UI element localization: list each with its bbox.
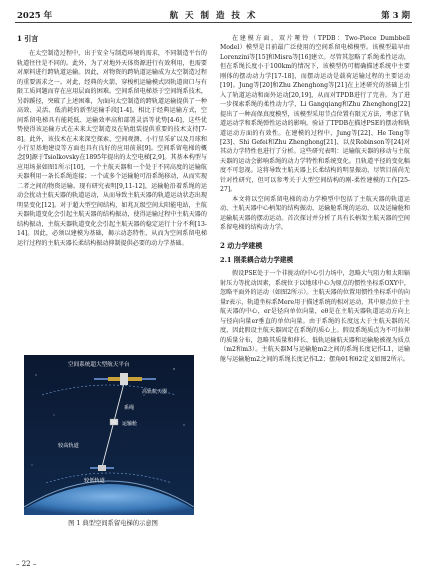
figure-1-caption: 图 1 典型空间系留电梯的示意图 xyxy=(68,520,158,527)
right-column xyxy=(220,34,410,364)
label-tether: 系绳 xyxy=(124,405,135,411)
cargo-icon xyxy=(110,419,118,425)
label-low-orbit: 较低轨道 xyxy=(84,478,105,484)
label-platform: 空间系统超大型航天平台 xyxy=(68,362,130,368)
paragraph: 本文将以空间系留电梯的动力学模型中包括了主航天器的轨道运动、主航天器中心柄架的结构振动、运输舱系绳的运动，以及运输舱和运输航天器的摆动运动。首次探讨并分析了具有长柄架主航天器的空间系留电梯的结构动力学。 xyxy=(220,195,410,232)
label-high-orbit: 高轨航天器 xyxy=(142,389,168,395)
subsection-2-1-title: 2.1 刚柔耦合动力学建模 xyxy=(220,255,294,264)
paragraph: 在建模方面，双片哑铃（TPDB：Two-Piece Dumbbell Model）模型是目前最广泛使用的空间系留电梯模型。该模型最早由Lorenzini等[15]和Misra等[16]建立。尽管其忽略了系绳柔性运动，但在系绳长度小于100km的情况下，该模型仍可精确描述系统中主要刚体的摆动动力学[17-18]，而摆动运动是载荷运输过程的主要运动[19]。Jung等[20]和Zhu Zhenghong等[21]在上述研究的基础上引入了轨道运动和面外运动[20,19]，从而对TPDB进行了完善。为了进一步探索系绳的柔性动力学，Li Gangqiang和Zhu Zhenghong[22]提出了一种高保真度模型，该模型采用节点位置有限元方法，考虑了轨道运动学和系绳弹性运动的影响，验证了TPDB在描述PSE的摆动和轨道运动方面的有效性。在建模的过程中，Jung等[22]、He Teng等[23]、Shi Gefei和Zhu Zhenghong[21]、以及Robinson等[24]对其动力学特性也进行了分析。这些研究表明：运输航天器的移动与主航天器的运动会影响系绳的动力学特性和系统变化。且轨道平径的变化幅度不可忽视。这将导致主航天器上长柔结构的明显振动，尽管目前尚无针对性研究，但可以参考关于大型空间结构的刚-柔性建模的工作[25-27]。 xyxy=(220,35,410,194)
page-number: – 22 – xyxy=(16,560,37,568)
paragraph: 假设PSE处于一个非拢动的中心引力场中，忽略大气阻力和太阳辐射压力等扰动因素，系统位于以地球中心为原点的惯性坐标系OXY中，忽略平面外的运动（如图2所示）。主航天器的位置用惯性坐标系中的向量r表示，轨道坐标系Mere用于描述系统的相对运动，其中原点位于主航天器的中心，er是径向单位向量，eθ是在主航天器轨道运动方向上与径向向量er垂直的单位向量。由于系绳的长度远大于主航天器的尺度，因此假设主航天器固定在系绳的质心上。假设系绳质点为不可拉伸的质量分布，忽略其质量和伸长、低轨运输航天器和运输舱被视为质点（m2和m3）。主航天器M与运输舱m2之间的系绳长度记作L1，运输舱与运输舱m2之间的系绳长度记作L2；摆角θ1和θ2定义如图2所示。 xyxy=(220,270,410,363)
header-journal: 航 天 制 造 技 术 xyxy=(169,11,258,21)
label-cargo: 运输舱 xyxy=(122,421,138,427)
section-1-title: 1 引言 xyxy=(17,34,39,43)
paragraph: 在太空制造过程中，出于安全与制造环境的需求，不同制造平台的轨道往往是不同的。此外，为了对地外天体资源进行有效利用，也需要对原料进行跨轨道运输。因此，对物资的跨轨道运输成为太空制造过程的重要需求之一。对此，经典的火箭、穿梭机运输模式因轨道窗口与有限工质问题而存在应用层面的困难。空间系留电梯基于空间绳系技术，另辟蹊径，突破了上述困难，为面向太空制造的跨轨道运输提供了一种高效、灵活、低消耗的新型运输手段[1-4]。相比于经典运输方式，空间系留电梯具有能耗低、运输效率高和部署灵活等优势[4-6]，这些优势使得该运输方式在未来太空制造及在轨组装提供重要的技术支持[7-8]。此外，该技术在未来深空探索、空间观测、小行星采矿以及月球和小行星基地建设等方面也具有良好的应用前景[9]。空间系留电梯的概念[9]源于Tsiolkovsky在1895年提出的太空电梯[2,9]。其基本构型与应用场景如图1所示[10]，一个主航天器和一个处于不同高度的运输航天器利用一条长系绳连接；一个或多个运输舱可沿系绳移动，从而实现二者之间的物资运输。现有研究表明[9,11-12]，运输舱沿着系绳的运动会扰动主航天器的轨道运动，从而导致主航天器的轨道运动状态出现明显变化[12]。对于超大型空间结构，如兆瓦级空间太阳能电站，主航天器轨道变化会引起主航天器的结构振动，使得运输过程中主航天器的结构振动，主航天器轨道变化会引起主航天器的稳定运行十分不利[13-14]。因此，必须以建模为基础，揭示动态特性，从而为空间系留电梯运行过程的主航天器长柔结构振动抑制提供必要的动力学基础。 xyxy=(17,50,207,247)
running-header xyxy=(15,7,412,21)
label-mid-orbit: 较高轨道 xyxy=(58,443,79,449)
section-2-title: 2 动力学建模 xyxy=(220,240,263,250)
header-rule xyxy=(15,22,412,23)
left-column xyxy=(17,34,207,248)
figure-1 xyxy=(24,355,194,515)
figure-1-illustration xyxy=(24,355,194,515)
header-year-issue: 2025 年 xyxy=(17,11,53,21)
header-issue: 第 3 期 xyxy=(381,11,410,21)
